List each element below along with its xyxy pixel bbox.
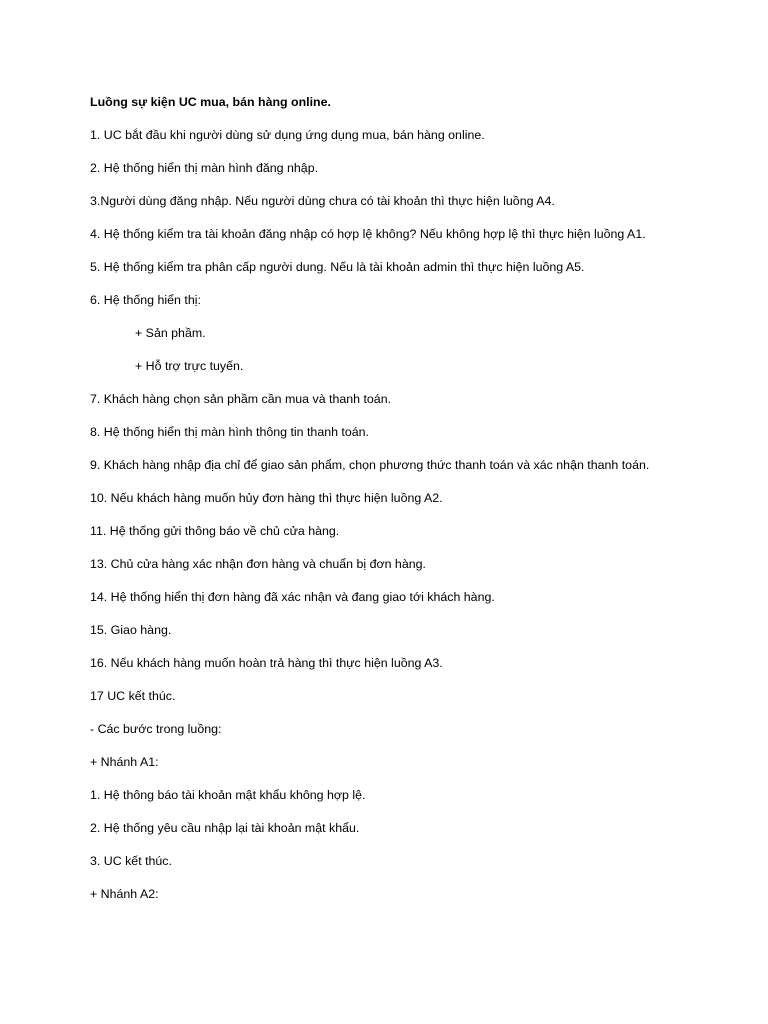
step-6: 6. Hệ thống hiển thị: [90, 293, 201, 307]
step-2: 2. Hệ thống hiển thị màn hình đăng nhập. [90, 161, 319, 175]
step-16: 16. Nếu khách hàng muốn hoàn trả hàng thì thực hiện luồng A3. [90, 656, 443, 670]
branch-a1-step-3: 3. UC kết thúc. [90, 854, 172, 868]
branch-a1-heading: + Nhánh A1: [90, 755, 159, 769]
document-body [90, 94, 730, 919]
step-4: 4. Hệ thống kiểm tra tài khoản đăng nhập có hợp lệ không? Nếu không hợp lệ thì thực hiện luồng A1. [90, 227, 646, 241]
document-title: Luồng sự kiện UC mua, bán hàng online. [90, 95, 331, 109]
step-6-bullet-products: + Sản phầm. [135, 326, 206, 340]
branch-a1-step-2: 2. Hệ thống yêu cầu nhập lại tài khoản mật khẩu. [90, 821, 360, 835]
step-7: 7. Khách hàng chọn sản phầm cần mua và thanh toán. [90, 392, 392, 406]
step-9: 9. Khách hàng nhập địa chỉ để giao sản phẩm, chọn phương thức thanh toán và xác nhận thanh toán. [90, 458, 650, 472]
step-3: 3.Người dùng đăng nhập. Nếu người dùng chưa có tài khoản thì thực hiện luồng A4. [90, 194, 555, 208]
step-11: 11. Hệ thống gửi thông báo về chủ cửa hàng. [90, 524, 340, 538]
step-17: 17 UC kết thúc. [90, 689, 176, 703]
branch-a1-step-1: 1. Hệ thông báo tài khoản mật khẩu không hợp lệ. [90, 788, 366, 802]
step-14: 14. Hệ thống hiển thị đơn hàng đã xác nhận và đang giao tới khách hàng. [90, 590, 495, 604]
step-1: 1. UC bắt đầu khi người dùng sử dụng ứng dụng mua, bán hàng online. [90, 128, 485, 142]
step-6-bullet-support: + Hỗ trợ trực tuyến. [135, 359, 244, 373]
step-15: 15. Giao hàng. [90, 623, 172, 637]
step-10: 10. Nếu khách hàng muốn hủy đơn hàng thì thực hiện luồng A2. [90, 491, 443, 505]
branch-a2-heading: + Nhánh A2: [90, 887, 159, 901]
step-13: 13. Chủ cửa hàng xác nhận đơn hàng và chuẩn bị đơn hàng. [90, 557, 426, 571]
step-8: 8. Hệ thống hiển thị màn hình thông tin thanh toán. [90, 425, 369, 439]
flow-steps-heading: - Các bước trong luồng: [90, 722, 222, 736]
step-5: 5. Hệ thống kiểm tra phân cấp người dung. Nếu là tài khoản admin thì thực hiện luồng A5. [90, 260, 585, 274]
